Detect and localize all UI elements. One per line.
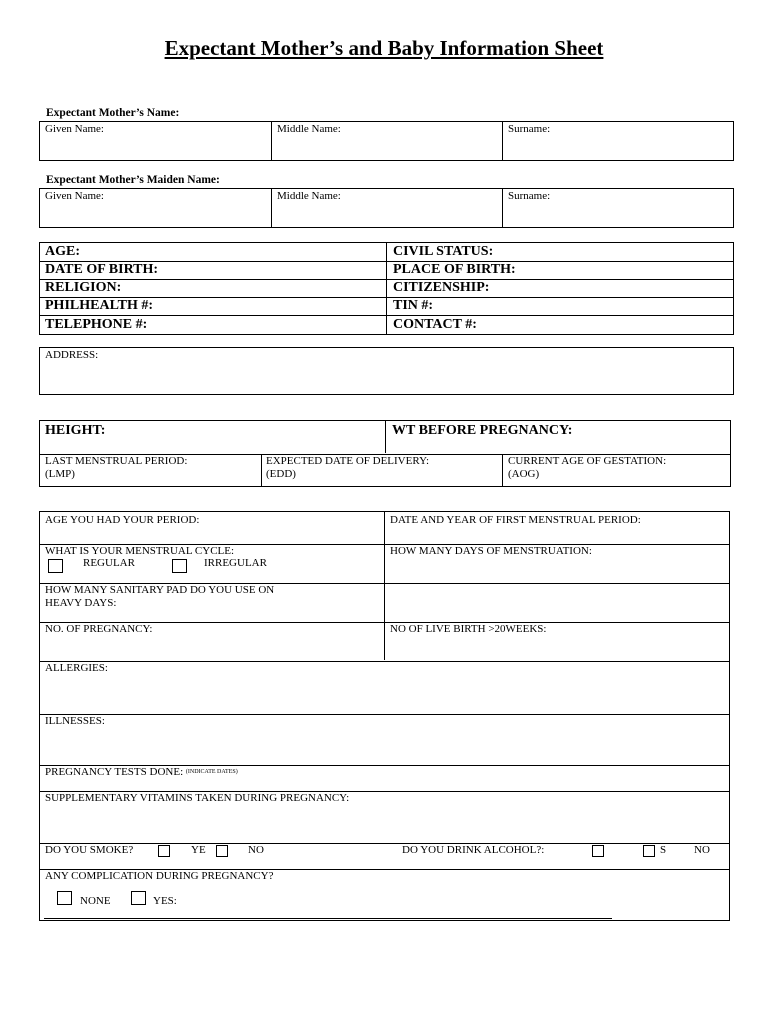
height-label: HEIGHT: bbox=[45, 423, 106, 438]
wt-before-label: WT BEFORE PREGNANCY: bbox=[392, 423, 573, 438]
regular-label: REGULAR bbox=[83, 557, 135, 569]
address-label: ADDRESS: bbox=[45, 349, 99, 361]
alcohol-no-checkbox[interactable] bbox=[643, 845, 655, 857]
pads-label: HOW MANY SANITARY PAD DO YOU USE ON HEAVY DAYS: bbox=[45, 584, 275, 609]
page-title: Expectant Mother’s and Baby Information Sheet bbox=[164, 36, 604, 60]
alcohol-yes-label: S bbox=[660, 844, 667, 856]
no-pregnancy-label: NO. OF PREGNANCY: bbox=[45, 623, 153, 635]
days-mens-label: HOW MANY DAYS OF MENSTRUATION: bbox=[390, 545, 592, 557]
middle-name-label: Middle Name: bbox=[277, 123, 341, 135]
history-table bbox=[39, 511, 730, 921]
regular-checkbox[interactable] bbox=[48, 559, 63, 573]
maiden-middle-label: Middle Name: bbox=[277, 190, 341, 202]
pob-label: PLACE OF BIRTH: bbox=[393, 262, 516, 277]
maiden-name-box bbox=[39, 188, 734, 228]
smoke-label: DO YOU SMOKE? bbox=[45, 844, 134, 856]
edd-label: EXPECTED DATE OF DELIVERY: (EDD) bbox=[266, 455, 430, 480]
irregular-label: IRREGULAR bbox=[204, 557, 267, 569]
none-checkbox[interactable] bbox=[57, 891, 72, 905]
complication-label: ANY COMPLICATION DURING PREGNANCY? bbox=[45, 870, 274, 882]
yes-checkbox[interactable] bbox=[131, 891, 146, 905]
age-label: AGE: bbox=[45, 244, 80, 259]
maiden-given-label: Given Name: bbox=[45, 190, 104, 202]
irregular-checkbox[interactable] bbox=[172, 559, 187, 573]
smoke-yes-checkbox[interactable] bbox=[158, 845, 170, 857]
personal-info-table bbox=[39, 242, 734, 335]
philhealth-label: PHILHEALTH #: bbox=[45, 298, 154, 313]
civil-status-label: CIVIL STATUS: bbox=[393, 244, 494, 259]
aog-label: CURRENT AGE OF GESTATION: (AOG) bbox=[508, 455, 667, 480]
alcohol-yes-checkbox[interactable] bbox=[592, 845, 604, 857]
age-period-label: AGE YOU HAD YOUR PERIOD: bbox=[45, 514, 200, 526]
maiden-surname-label: Surname: bbox=[508, 190, 551, 202]
indicate-dates-note: (INDICATE DATES) bbox=[185, 769, 238, 775]
pregnancy-tests-label: PREGNANCY TESTS DONE: $^{(INDICATE DATES)}$ bbox=[45, 766, 238, 778]
first-period-label: DATE AND YEAR OF FIRST MENSTRUAL PERIOD: bbox=[390, 514, 641, 526]
religion-label: RELIGION: bbox=[45, 280, 122, 295]
alcohol-label: DO YOU DRINK ALCOHOL?: bbox=[402, 844, 545, 856]
mother-name-label: Expectant Mother’s Name: bbox=[46, 107, 180, 119]
dob-label: DATE OF BIRTH: bbox=[45, 262, 159, 277]
given-name-label: Given Name: bbox=[45, 123, 104, 135]
surname-label: Surname: bbox=[508, 123, 551, 135]
smoke-no-label: NO bbox=[248, 844, 264, 856]
allergies-label: ALLERGIES: bbox=[45, 662, 108, 674]
smoke-yes-label: YE bbox=[191, 844, 206, 856]
complication-underline bbox=[44, 918, 612, 919]
maiden-name-label: Expectant Mother’s Maiden Name: bbox=[46, 174, 220, 186]
telephone-label: TELEPHONE #: bbox=[45, 317, 148, 332]
measures-table bbox=[39, 420, 731, 487]
yes-label: YES: bbox=[153, 895, 177, 907]
cycle-label: WHAT IS YOUR MENSTRUAL CYCLE: bbox=[45, 545, 235, 557]
vitamins-label: SUPPLEMENTARY VITAMINS TAKEN DURING PREGNANCY: bbox=[45, 792, 350, 804]
tin-label: TIN #: bbox=[393, 298, 434, 313]
illnesses-label: ILLNESSES: bbox=[45, 715, 105, 727]
mother-name-box bbox=[39, 121, 734, 161]
smoke-no-checkbox[interactable] bbox=[216, 845, 228, 857]
lmp-label: LAST MENSTRUAL PERIOD: (LMP) bbox=[45, 455, 188, 480]
none-label: NONE bbox=[80, 895, 111, 907]
alcohol-no-label: NO bbox=[694, 844, 710, 856]
live-birth-label: NO OF LIVE BIRTH >20WEEKS: bbox=[390, 623, 547, 635]
address-box bbox=[39, 347, 734, 395]
citizenship-label: CITIZENSHIP: bbox=[393, 280, 490, 295]
contact-label: CONTACT #: bbox=[393, 317, 477, 332]
